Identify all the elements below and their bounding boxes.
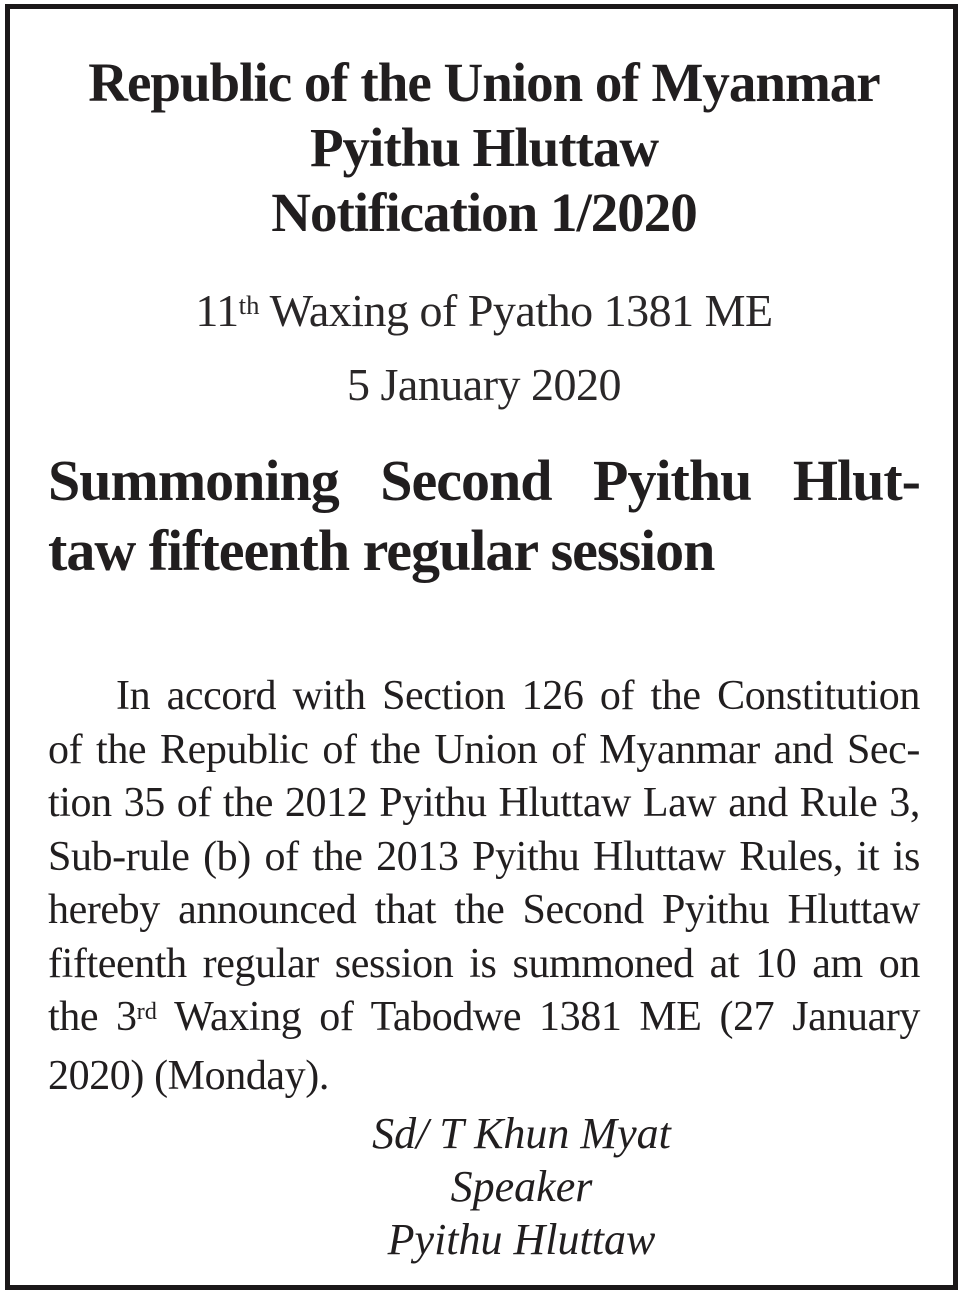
header-notification-number: Notification 1/2020	[271, 182, 697, 243]
body-line: tion 35 of the 2012 Pyithu Hluttaw Law and Rule 3,	[48, 780, 920, 826]
signatory-signed: Sd/ T Khun Myat	[372, 1109, 671, 1158]
body-line: 2020) (Monday).	[48, 1052, 329, 1099]
header-country: Republic of the Union of Myanmar	[88, 52, 880, 113]
headline-line: Summoning Second Pyithu Hlut-	[48, 448, 920, 513]
body-line: fifteenth regular session is summoned at 10 am on	[48, 940, 920, 987]
gregorian-date: 5 January 2020	[346, 359, 622, 410]
signatory-organization: Pyithu Hluttaw	[387, 1215, 656, 1264]
headline-line: taw fifteenth regular session	[48, 518, 715, 583]
body-line: In accord with Section 126 of the Constitution	[116, 673, 920, 719]
header-institution: Pyithu Hluttaw	[309, 117, 659, 178]
notification-border-frame	[5, 4, 958, 1290]
body-line: Sub-rule (b) of the 2013 Pyithu Hluttaw Rules, it is	[48, 833, 920, 880]
body-paragraph	[48, 670, 920, 1103]
myanmar-date: 11th Waxing of Pyatho 1381 ME	[195, 285, 773, 336]
ordinal-suffix: th	[238, 290, 260, 320]
body-line: the 3rd Waxing of Tabodwe 1381 ME (27 January	[48, 994, 921, 1040]
signatory-title: Speaker	[450, 1162, 593, 1211]
ordinal-suffix: rd	[136, 998, 157, 1026]
signature-block	[48, 1107, 920, 1266]
body-line: hereby announced that the Second Pyithu Hluttaw	[48, 887, 920, 933]
dateline	[48, 277, 920, 418]
notification-header	[48, 50, 920, 245]
body-line: of the Republic of the Union of Myanmar and Sec-	[48, 726, 920, 773]
headline	[48, 446, 920, 586]
